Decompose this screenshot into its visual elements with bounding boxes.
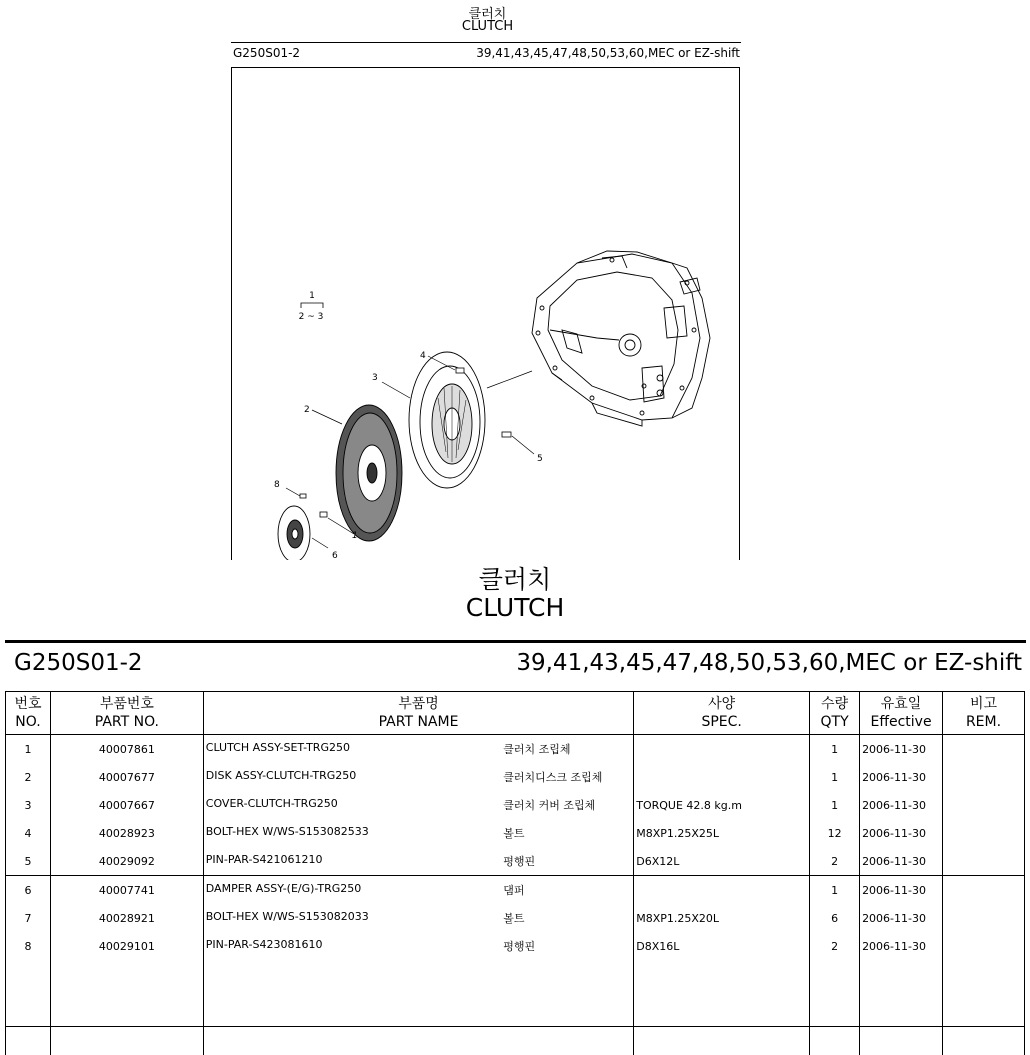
large-header-rule <box>5 640 1026 643</box>
leader-lines <box>286 356 534 548</box>
large-group-code: G250S01-2 <box>14 650 143 676</box>
callout-7: 1 <box>352 531 358 541</box>
clutch-cover-drawing <box>409 352 485 488</box>
small-model-list: 39,41,43,45,47,48,50,53,60,MEC or EZ-shift <box>476 46 740 60</box>
col-no: 번호 NO. <box>6 692 51 735</box>
large-title-korean: 클러치 <box>430 560 600 596</box>
axis-line <box>487 371 532 388</box>
transmission-housing-drawing <box>532 251 710 426</box>
small-title-korean: 클러치 <box>460 3 515 22</box>
callout-8: 8 <box>274 480 280 490</box>
col-effective: 유효일 Effective <box>860 692 943 735</box>
table-row: 2 40007677 클러치디스크 조립체 DISK ASSY-CLUTCH-TRG250 1 2006-11-30 <box>6 763 1025 791</box>
table-row: 4 40028923 볼트 BOLT-HEX W/WS-S153082533 M8XP1.25X25L 12 2006-11-30 <box>6 819 1025 847</box>
callout-2: 2 <box>304 405 310 415</box>
small-group-code: G250S01-2 <box>233 46 300 60</box>
small-header-rule <box>231 42 741 43</box>
parts-table <box>5 691 1025 1055</box>
table-row: 7 40028921 볼트 BOLT-HEX W/WS-S153082033 M8XP1.25X20L 6 2006-11-30 <box>6 904 1025 932</box>
damper-drawing <box>278 506 310 560</box>
table-row: 3 40007667 클러치 커버 조립체 COVER-CLUTCH-TRG250 TORQUE 42.8 kg.m 1 2006-11-30 <box>6 791 1025 819</box>
col-part-no: 부품번호 PART NO. <box>50 692 203 735</box>
table-row: 1 40007861 클러치 조립체 CLUTCH ASSY-SET-TRG250 1 2006-11-30 <box>6 735 1025 764</box>
callout-3: 3 <box>372 373 378 383</box>
large-model-list: 39,41,43,45,47,48,50,53,60,MEC or EZ-shift <box>516 650 1022 676</box>
callout-4: 4 <box>420 351 426 361</box>
clutch-exploded-diagram <box>232 68 739 560</box>
small-title-english: CLUTCH <box>440 19 535 34</box>
clutch-disk-drawing <box>336 405 402 541</box>
table-row: 5 40029092 평행핀 PIN-PAR-S421061210 D6X12L 2 2006-11-30 <box>6 847 1025 876</box>
group-sub-label: 2 ~ 3 <box>299 312 324 322</box>
callout-5: 5 <box>537 454 543 464</box>
group-top-label: 1 <box>309 291 315 301</box>
col-spec: 사양 SPEC. <box>634 692 810 735</box>
col-part-name: 부품명 PART NAME <box>203 692 633 735</box>
large-title-english: CLUTCH <box>420 593 610 622</box>
parts-table-header <box>6 692 1025 735</box>
callout-6: 6 <box>332 551 338 560</box>
table-row-empty <box>6 1027 1025 1055</box>
table-row: 6 40007741 댐퍼 DAMPER ASSY-(E/G)-TRG250 1 2006-11-30 <box>6 876 1025 905</box>
table-row: 8 40029101 평행핀 PIN-PAR-S423081610 D8X16L 2 2006-11-30 <box>6 932 1025 960</box>
col-qty: 수량 QTY <box>810 692 860 735</box>
group-bracket <box>299 291 324 322</box>
col-remark: 비고 REM. <box>943 692 1025 735</box>
table-row-empty <box>6 960 1025 1027</box>
